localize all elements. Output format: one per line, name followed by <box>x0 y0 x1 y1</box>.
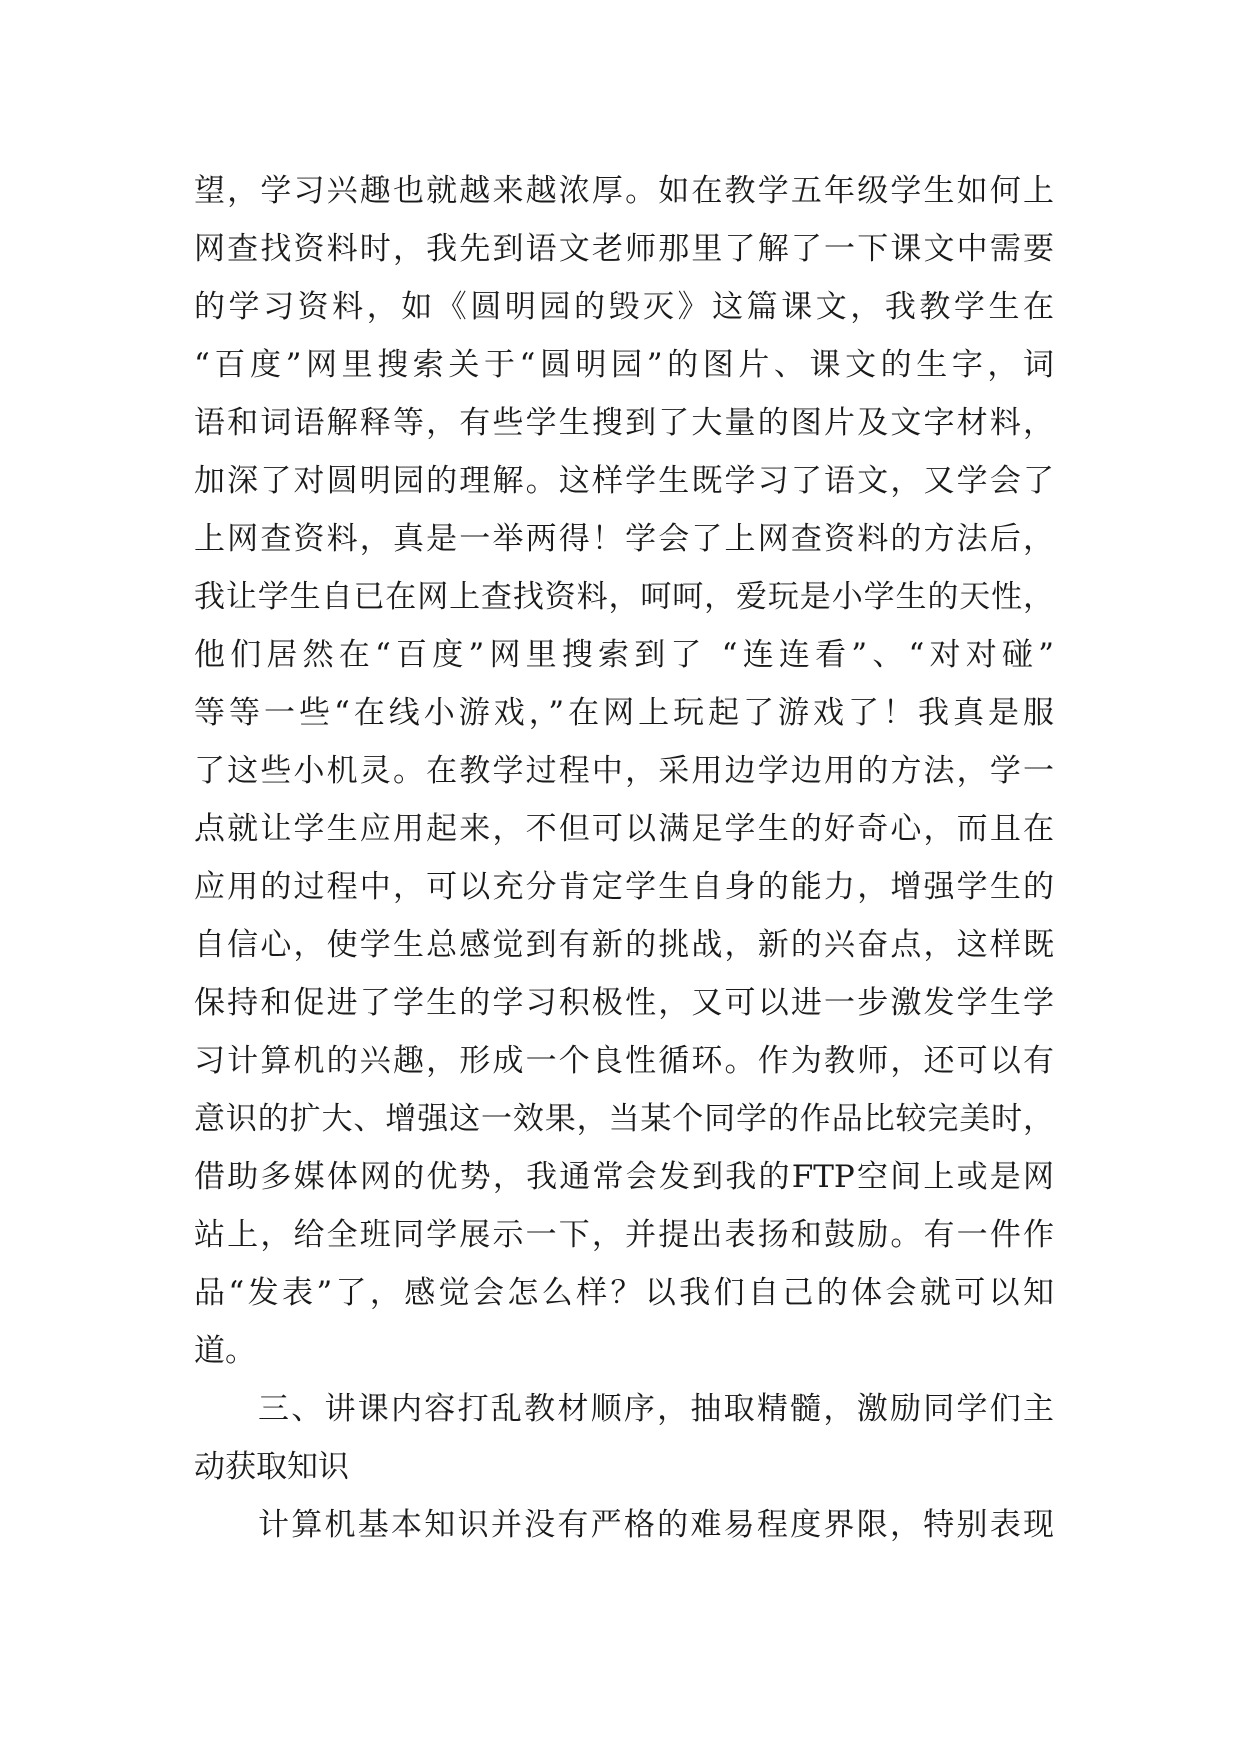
text-line: 自信心，使学生总感觉到有新的挑战，新的兴奋点，这样既 <box>194 927 1054 963</box>
text-line: 望，学习兴趣也就越来越浓厚。如在教学五年级学生如何上 <box>194 173 1054 209</box>
text-line: 习计算机的兴趣，形成一个良性循环。作为教师，还可以有 <box>194 1043 1054 1079</box>
text-line: 等等一些“在线小游戏，”在网上玩起了游戏了！我真是服 <box>194 695 1054 731</box>
text-line: 站上，给全班同学展示一下，并提出表扬和鼓励。有一件作 <box>194 1217 1054 1253</box>
text-line: 道。 <box>194 1333 256 1369</box>
text-line: 品“发表”了，感觉会怎么样？以我们自己的体会就可以知 <box>194 1275 1054 1311</box>
text-line: 意识的扩大、增强这一效果，当某个同学的作品比较完美时， <box>194 1101 1054 1137</box>
text-line: 网查找资料时，我先到语文老师那里了解了一下课文中需要 <box>194 231 1054 267</box>
text-line: 我让学生自已在网上查找资料，呵呵，爱玩是小学生的天性， <box>194 579 1054 615</box>
text-line: 点就让学生应用起来，不但可以满足学生的好奇心，而且在 <box>194 811 1054 847</box>
text-line: 计算机基本知识并没有严格的难易程度界限，特别表现 <box>258 1507 1054 1543</box>
text-line: 保持和促进了学生的学习积极性，又可以进一步激发学生学 <box>194 985 1054 1021</box>
body-text <box>194 162 1054 1554</box>
text-line: 他们居然在“百度”网里搜索到了 “连连看”、“对对碰” <box>194 637 1054 673</box>
section-heading-line: 动获取知识 <box>194 1449 349 1485</box>
text-line: 借助多媒体网的优势，我通常会发到我的FTP空间上或是网 <box>194 1159 1054 1195</box>
text-line: 的学习资料，如《圆明园的毁灭》这篇课文，我教学生在 <box>194 289 1054 325</box>
text-line: 上网查资料，真是一举两得！学会了上网查资料的方法后， <box>194 521 1054 557</box>
text-line: 加深了对圆明园的理解。这样学生既学习了语文，又学会了 <box>194 463 1054 499</box>
text-line: 语和词语解释等，有些学生搜到了大量的图片及文字材料， <box>194 405 1054 441</box>
text-line: “百度”网里搜索关于“圆明园”的图片、课文的生字，词 <box>194 347 1054 383</box>
text-line: 应用的过程中，可以充分肯定学生自身的能力，增强学生的 <box>194 869 1054 905</box>
text-line: 了这些小机灵。在教学过程中，采用边学边用的方法，学一 <box>194 753 1054 789</box>
section-heading-line: 三、讲课内容打乱教材顺序，抽取精髓，激励同学们主 <box>258 1391 1054 1427</box>
